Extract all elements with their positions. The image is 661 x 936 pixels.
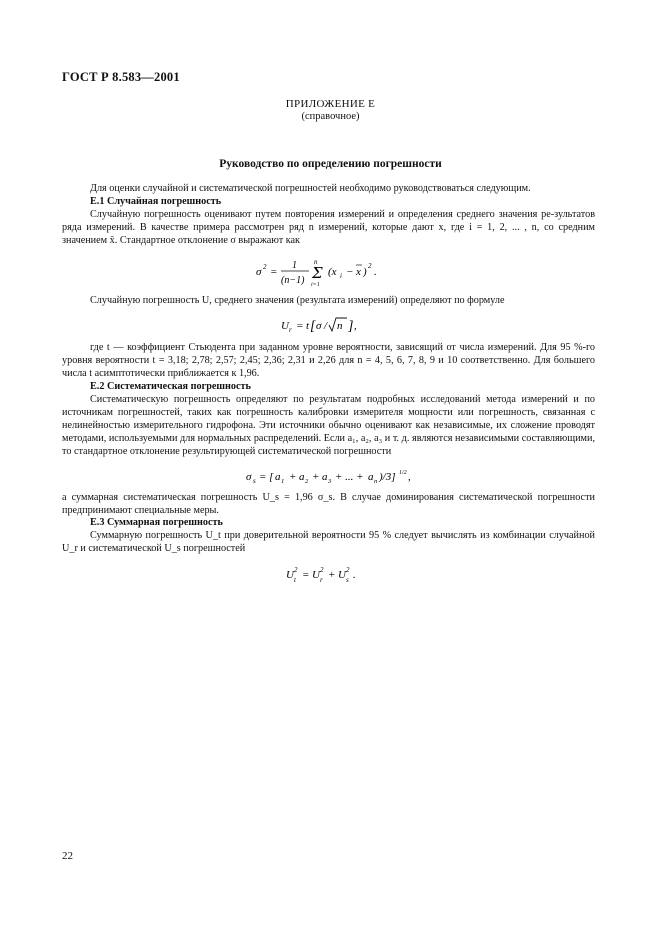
document-body [62, 183, 595, 591]
section-e1-heading: Е.1 Случайная погрешность [90, 195, 222, 207]
formula-total-error-graphic [284, 563, 374, 585]
svg-text:U: U [280, 320, 289, 333]
svg-text:= [: = [ [258, 470, 273, 483]
svg-text:a: a [367, 470, 373, 483]
svg-text:2: 2 [293, 566, 297, 575]
section-e3-heading: Е.3 Суммарная погрешность [90, 517, 223, 529]
svg-text:i=1: i=1 [310, 281, 320, 288]
standard-code-header: ГОСТ Р 8.583—2001 [62, 70, 180, 84]
svg-text:−: − [345, 265, 353, 278]
svg-text:Σ: Σ [311, 263, 323, 282]
section-e2-heading: Е.2 Систематическая погрешность [90, 381, 251, 393]
svg-text:a: a [298, 470, 304, 483]
svg-text:(n−1): (n−1) [280, 274, 304, 286]
svg-text:a: a [321, 470, 327, 483]
svg-text:): ) [362, 265, 367, 278]
svg-text:σ: σ [255, 265, 261, 278]
svg-text:2: 2 [367, 261, 371, 270]
svg-text:3: 3 [327, 477, 331, 485]
intro-paragraph: Для оценки случайной и систематической погрешностей необходимо руководствоваться следующим. [90, 183, 531, 194]
formula-systematic-deviation-graphic [244, 466, 414, 486]
section-e2-paragraph-1: Систематическую погрешность определяют по результатам подробных исследований метода измерений и по источникам погрешностей, таких как погрешность калибровки измерителя мощности или погрешность, связанная с нелинейностью измерительного гидрофона. Эти источники обычно оценивают как независимые, их сложение проводят методами, используемыми для нормальных распределений. Если a₁, a₂, a₃ и т. д. являются независимыми составляющими, то стандартное отклонение результирующей систематической погрешности [62, 394, 595, 457]
svg-text:(x: (x [327, 265, 337, 278]
svg-text:+: + [311, 470, 319, 483]
svg-text:i: i [339, 271, 342, 280]
svg-text:1: 1 [280, 477, 284, 485]
section-e3-paragraph-1: Суммарную погрешность U_t при доверительной вероятности 95 % следует вычислять из комбинации случайной U_r и систематической U_s погрешностей [62, 530, 595, 555]
svg-text:1/2: 1/2 [398, 469, 407, 476]
svg-text:)/3]: )/3] [378, 470, 395, 483]
formula-random-error-graphic [279, 314, 379, 336]
svg-text:,: , [407, 470, 411, 483]
svg-text:2: 2 [319, 566, 323, 575]
formula-systematic-deviation [62, 466, 595, 486]
svg-text:U: U [311, 569, 320, 582]
svg-text:σ: σ [245, 470, 251, 483]
section-e2-paragraph-2: а суммарная систематическая погрешность U_s = 1,96 σ_s. В случае доминирования систематической погрешности предпринимают специальные меры. [62, 491, 595, 516]
svg-text:r: r [288, 326, 292, 335]
formula-std-deviation-graphic [254, 255, 404, 289]
svg-text:1: 1 [291, 259, 297, 271]
section-e1-paragraph-1: Случайную погрешность оценивают путем повторения измерений и определения среднего значения ре-зультатов ряда измерений. В качестве примера рассмотрен ряд n измерений, которые дают x, где i = 1, 2, ... , n, со средним значением x̄. Стандартное отклонение σ выражают как [62, 208, 595, 246]
svg-text:/: / [323, 320, 327, 333]
svg-text:a: a [274, 470, 280, 483]
page-number: 22 [62, 850, 73, 862]
svg-text:.: . [352, 569, 356, 582]
svg-text:σ: σ [315, 320, 321, 333]
section-e1-paragraph-2: Случайную погрешность U, среднего значения (результата измерений) определяют по формуле [90, 294, 505, 306]
svg-text:]: ] [347, 319, 353, 335]
svg-text:t: t [305, 320, 309, 333]
svg-text:s: s [252, 476, 256, 485]
svg-text:=: = [269, 265, 277, 278]
formula-random-error [62, 314, 595, 336]
svg-text:2: 2 [345, 566, 349, 575]
document-title: Руководство по определению погрешности [219, 158, 442, 170]
svg-text:=: = [301, 569, 309, 582]
svg-text:n: n [336, 320, 342, 333]
formula-std-deviation [62, 255, 595, 289]
svg-text:.: . [373, 265, 377, 278]
svg-text:n: n [373, 477, 377, 485]
svg-text:+: + [288, 470, 296, 483]
svg-text:2: 2 [304, 477, 308, 485]
svg-text:=: = [295, 320, 303, 333]
svg-text:+ ... +: + ... + [334, 470, 364, 483]
svg-text:x: x [355, 265, 361, 278]
svg-text:2: 2 [262, 262, 266, 271]
appendix-subtitle: (справочное) [301, 111, 360, 122]
svg-text:+: + [327, 569, 335, 582]
svg-text:[: [ [309, 319, 315, 335]
section-e1-paragraph-3: где t — коэффициент Стьюдента при заданном уровне вероятности, зависящий от числа измерений. Для 95 %-го уровня вероятности t = 3,18; 2,78; 2,57; 2,45; 2,36; 2,31 и 2,26 для n = 4, 5, 6, 7, 8, 9 и 10 соответственно. Для большего числа t асимптотически приближается к 1,96. [62, 342, 595, 380]
svg-text:s: s [345, 576, 349, 585]
svg-text:n: n [313, 257, 317, 266]
svg-text:t: t [293, 576, 296, 585]
formula-total-error [62, 563, 595, 585]
svg-text:,: , [353, 320, 357, 333]
svg-text:r: r [319, 576, 323, 585]
svg-text:U: U [285, 569, 294, 582]
appendix-title: ПРИЛОЖЕНИЕ Е [285, 98, 376, 110]
svg-text:U: U [337, 569, 346, 582]
